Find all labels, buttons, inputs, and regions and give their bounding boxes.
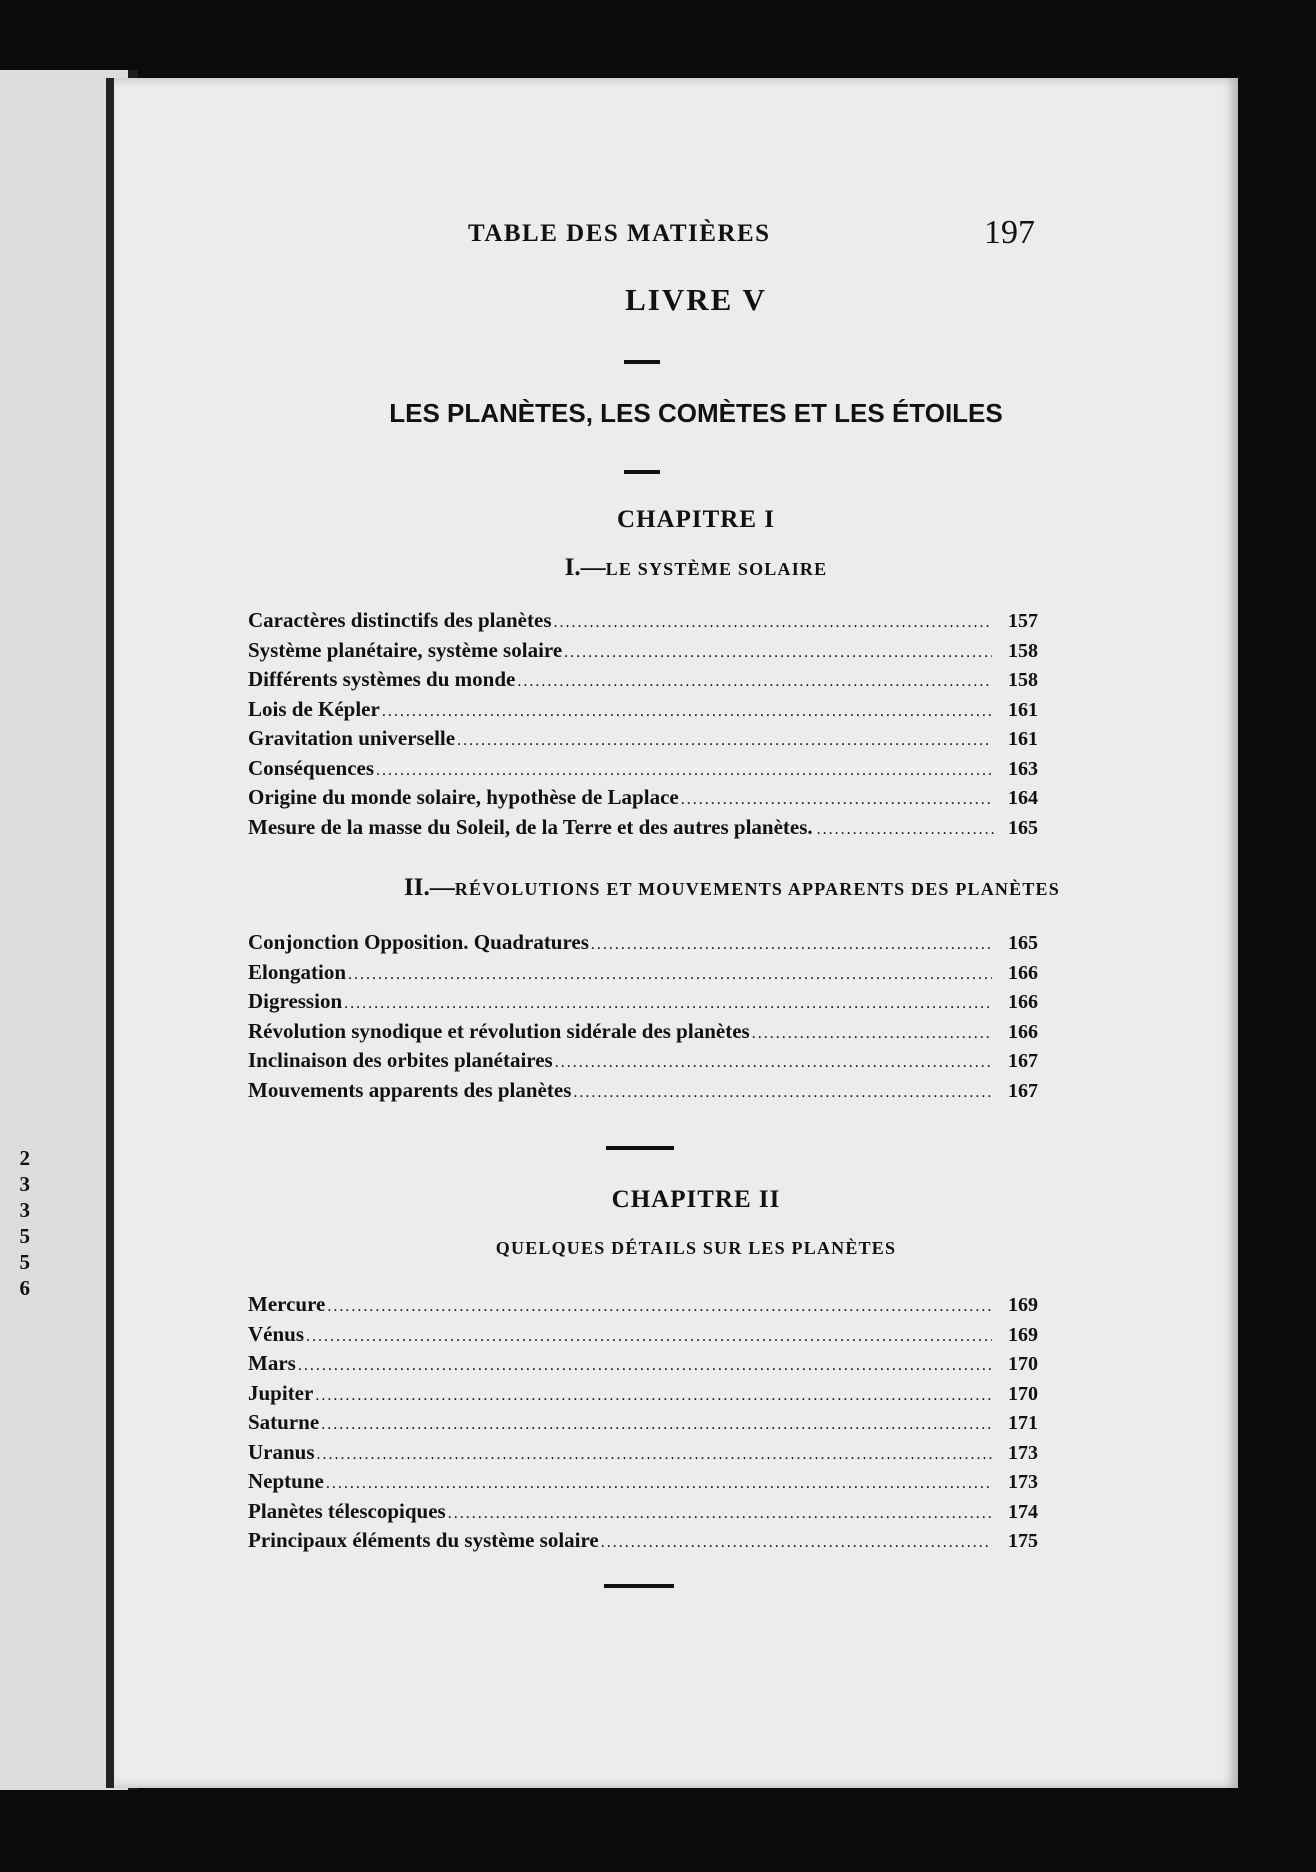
entry-title: Saturne bbox=[248, 1410, 320, 1434]
entry-page: 169 bbox=[1008, 1294, 1038, 1316]
toc-entry bbox=[248, 930, 1038, 960]
leader-dots bbox=[344, 995, 992, 1013]
chapter-1-heading: CHAPITRE I bbox=[617, 506, 775, 533]
entry-title: Système planétaire, système solaire bbox=[248, 637, 563, 662]
leader-dots bbox=[348, 966, 992, 984]
section-number: II.— bbox=[404, 874, 455, 901]
entry-title: Planètes télescopiques bbox=[248, 1498, 446, 1523]
toc-entry bbox=[248, 697, 1038, 727]
entry-title: Elongation bbox=[248, 959, 347, 984]
entry-title: Vénus bbox=[248, 1321, 305, 1346]
toc-entry bbox=[248, 1440, 1038, 1470]
facing-page-fragment: 5 bbox=[19, 1224, 30, 1248]
toc-entry bbox=[248, 1528, 1038, 1558]
entry-page: 167 bbox=[1008, 1050, 1038, 1072]
entry-title: Jupiter bbox=[248, 1380, 314, 1405]
toc-entry bbox=[248, 1499, 1038, 1529]
section-title: LE SYSTÈME SOLAIRE bbox=[605, 559, 828, 579]
entry-page: 175 bbox=[1008, 1530, 1038, 1552]
leader-dots bbox=[315, 1387, 992, 1405]
leader-dots bbox=[555, 1054, 992, 1072]
facing-page-fragment: 6 bbox=[19, 1276, 30, 1300]
toc-entry bbox=[248, 1048, 1038, 1078]
entry-page: 161 bbox=[1008, 728, 1038, 750]
entry-title: Uranus bbox=[248, 1439, 315, 1464]
toc-entry bbox=[248, 989, 1038, 1019]
toc-entry bbox=[248, 1381, 1038, 1411]
book-heading: LIVRE V bbox=[625, 282, 767, 317]
leader-dots bbox=[601, 1534, 992, 1552]
entry-page: 158 bbox=[1008, 669, 1038, 691]
toc-entry bbox=[248, 1410, 1038, 1440]
section-1-heading bbox=[134, 554, 1258, 582]
entry-title: Mercure bbox=[248, 1292, 326, 1316]
entry-page: 173 bbox=[1008, 1471, 1038, 1493]
entry-title: Mesure de la masse du Soleil, de la Terre et des autres planètes. bbox=[248, 814, 813, 839]
entry-page: 165 bbox=[1008, 932, 1038, 954]
entry-page: 169 bbox=[1008, 1323, 1038, 1346]
leader-dots bbox=[382, 703, 992, 721]
book-title: LES PLANÈTES, LES COMÈTES ET LES ÉTOILES bbox=[389, 398, 1003, 428]
entry-page: 173 bbox=[1008, 1441, 1038, 1464]
entry-page: 170 bbox=[1008, 1382, 1038, 1405]
leader-dots bbox=[326, 1475, 992, 1493]
entry-title: Lois de Képler bbox=[248, 696, 380, 721]
entry-title: Différents systèmes du monde bbox=[248, 667, 516, 691]
entry-page: 167 bbox=[1008, 1079, 1038, 1102]
entry-page: 174 bbox=[1008, 1500, 1038, 1523]
entry-page: 163 bbox=[1008, 757, 1038, 780]
entry-page: 161 bbox=[1008, 698, 1038, 721]
facing-page-fragment: 2 bbox=[19, 1146, 30, 1170]
toc-entry bbox=[248, 1322, 1038, 1352]
leader-dots bbox=[817, 821, 994, 839]
entry-page: 166 bbox=[1008, 991, 1038, 1013]
toc-entry bbox=[248, 1351, 1038, 1381]
entry-title: Principaux éléments du système solaire bbox=[248, 1528, 599, 1552]
facing-page-fragment: 3 bbox=[19, 1172, 30, 1196]
leader-dots bbox=[554, 614, 993, 632]
entry-page: 158 bbox=[1008, 639, 1038, 662]
leader-dots bbox=[448, 1505, 992, 1523]
entry-page: 166 bbox=[1008, 961, 1038, 984]
leader-dots bbox=[573, 1084, 992, 1102]
leader-dots bbox=[306, 1328, 992, 1346]
entry-title: Caractères distinctifs des planètes bbox=[248, 608, 552, 632]
leader-dots bbox=[591, 936, 992, 954]
entry-title: Révolution synodique et révolution sidérale des planètes bbox=[248, 1018, 750, 1043]
leader-dots bbox=[321, 1416, 992, 1434]
chapter-2-subtitle: QUELQUES DÉTAILS SUR LES PLANÈTES bbox=[495, 1238, 897, 1258]
toc-entry bbox=[248, 785, 1038, 815]
entry-title: Conséquences bbox=[248, 755, 375, 780]
chapter-divider bbox=[606, 1146, 674, 1150]
leader-dots bbox=[298, 1357, 992, 1375]
toc-list-section-2 bbox=[248, 930, 1038, 1107]
section-2-heading bbox=[170, 874, 1294, 902]
leader-dots bbox=[564, 644, 992, 662]
entry-title: Mars bbox=[248, 1351, 296, 1375]
toc-entry bbox=[248, 815, 1038, 845]
leader-dots bbox=[517, 673, 992, 691]
toc-entry bbox=[248, 667, 1038, 697]
entry-title: Mouvements apparents des planètes bbox=[248, 1077, 572, 1102]
toc-entry bbox=[248, 726, 1038, 756]
toc-entry bbox=[248, 756, 1038, 786]
toc-entry bbox=[248, 1292, 1038, 1322]
toc-entry bbox=[248, 1469, 1038, 1499]
toc-entry bbox=[248, 1078, 1038, 1108]
chapter-2-heading: CHAPITRE II bbox=[611, 1186, 781, 1213]
entry-page: 164 bbox=[1008, 787, 1038, 809]
toc-entry bbox=[248, 1019, 1038, 1049]
leader-dots bbox=[752, 1025, 992, 1043]
toc-entry bbox=[248, 608, 1038, 638]
toc-list-section-1 bbox=[248, 608, 1038, 844]
section-title: RÉVOLUTIONS ET MOUVEMENTS APPARENTS DES PLANÈTES bbox=[454, 879, 1060, 899]
leader-dots bbox=[317, 1446, 992, 1464]
running-title: TABLE DES MATIÈRES bbox=[468, 220, 771, 247]
section-number: I.— bbox=[564, 554, 606, 581]
divider bbox=[624, 470, 660, 474]
entry-title: Digression bbox=[248, 989, 343, 1013]
toc-list-chapter-2 bbox=[248, 1292, 1038, 1558]
entry-page: 166 bbox=[1008, 1020, 1038, 1043]
entry-title: Inclinaison des orbites planétaires bbox=[248, 1048, 553, 1072]
leader-dots bbox=[681, 791, 992, 809]
leader-dots bbox=[376, 762, 992, 780]
page-number: 197 bbox=[984, 214, 1035, 251]
facing-page-fragment: 3 bbox=[19, 1198, 30, 1222]
divider bbox=[624, 360, 660, 364]
entry-page: 170 bbox=[1008, 1353, 1038, 1375]
entry-title: Gravitation universelle bbox=[248, 726, 456, 750]
facing-page-fragment: 5 bbox=[19, 1250, 30, 1274]
entry-page: 157 bbox=[1008, 610, 1038, 632]
entry-title: Conjonction Opposition. Quadratures bbox=[248, 930, 589, 954]
toc-entry bbox=[248, 638, 1038, 668]
entry-page: 165 bbox=[1008, 816, 1038, 839]
entry-title: Origine du monde solaire, hypothèse de Laplace bbox=[248, 785, 679, 809]
entry-page: 171 bbox=[1008, 1412, 1038, 1434]
toc-entry bbox=[248, 960, 1038, 990]
book-page bbox=[106, 78, 1238, 1788]
page-header bbox=[114, 214, 1238, 264]
entry-title: Neptune bbox=[248, 1469, 324, 1493]
leader-dots bbox=[327, 1298, 992, 1316]
end-divider bbox=[604, 1584, 674, 1588]
leader-dots bbox=[457, 732, 992, 750]
